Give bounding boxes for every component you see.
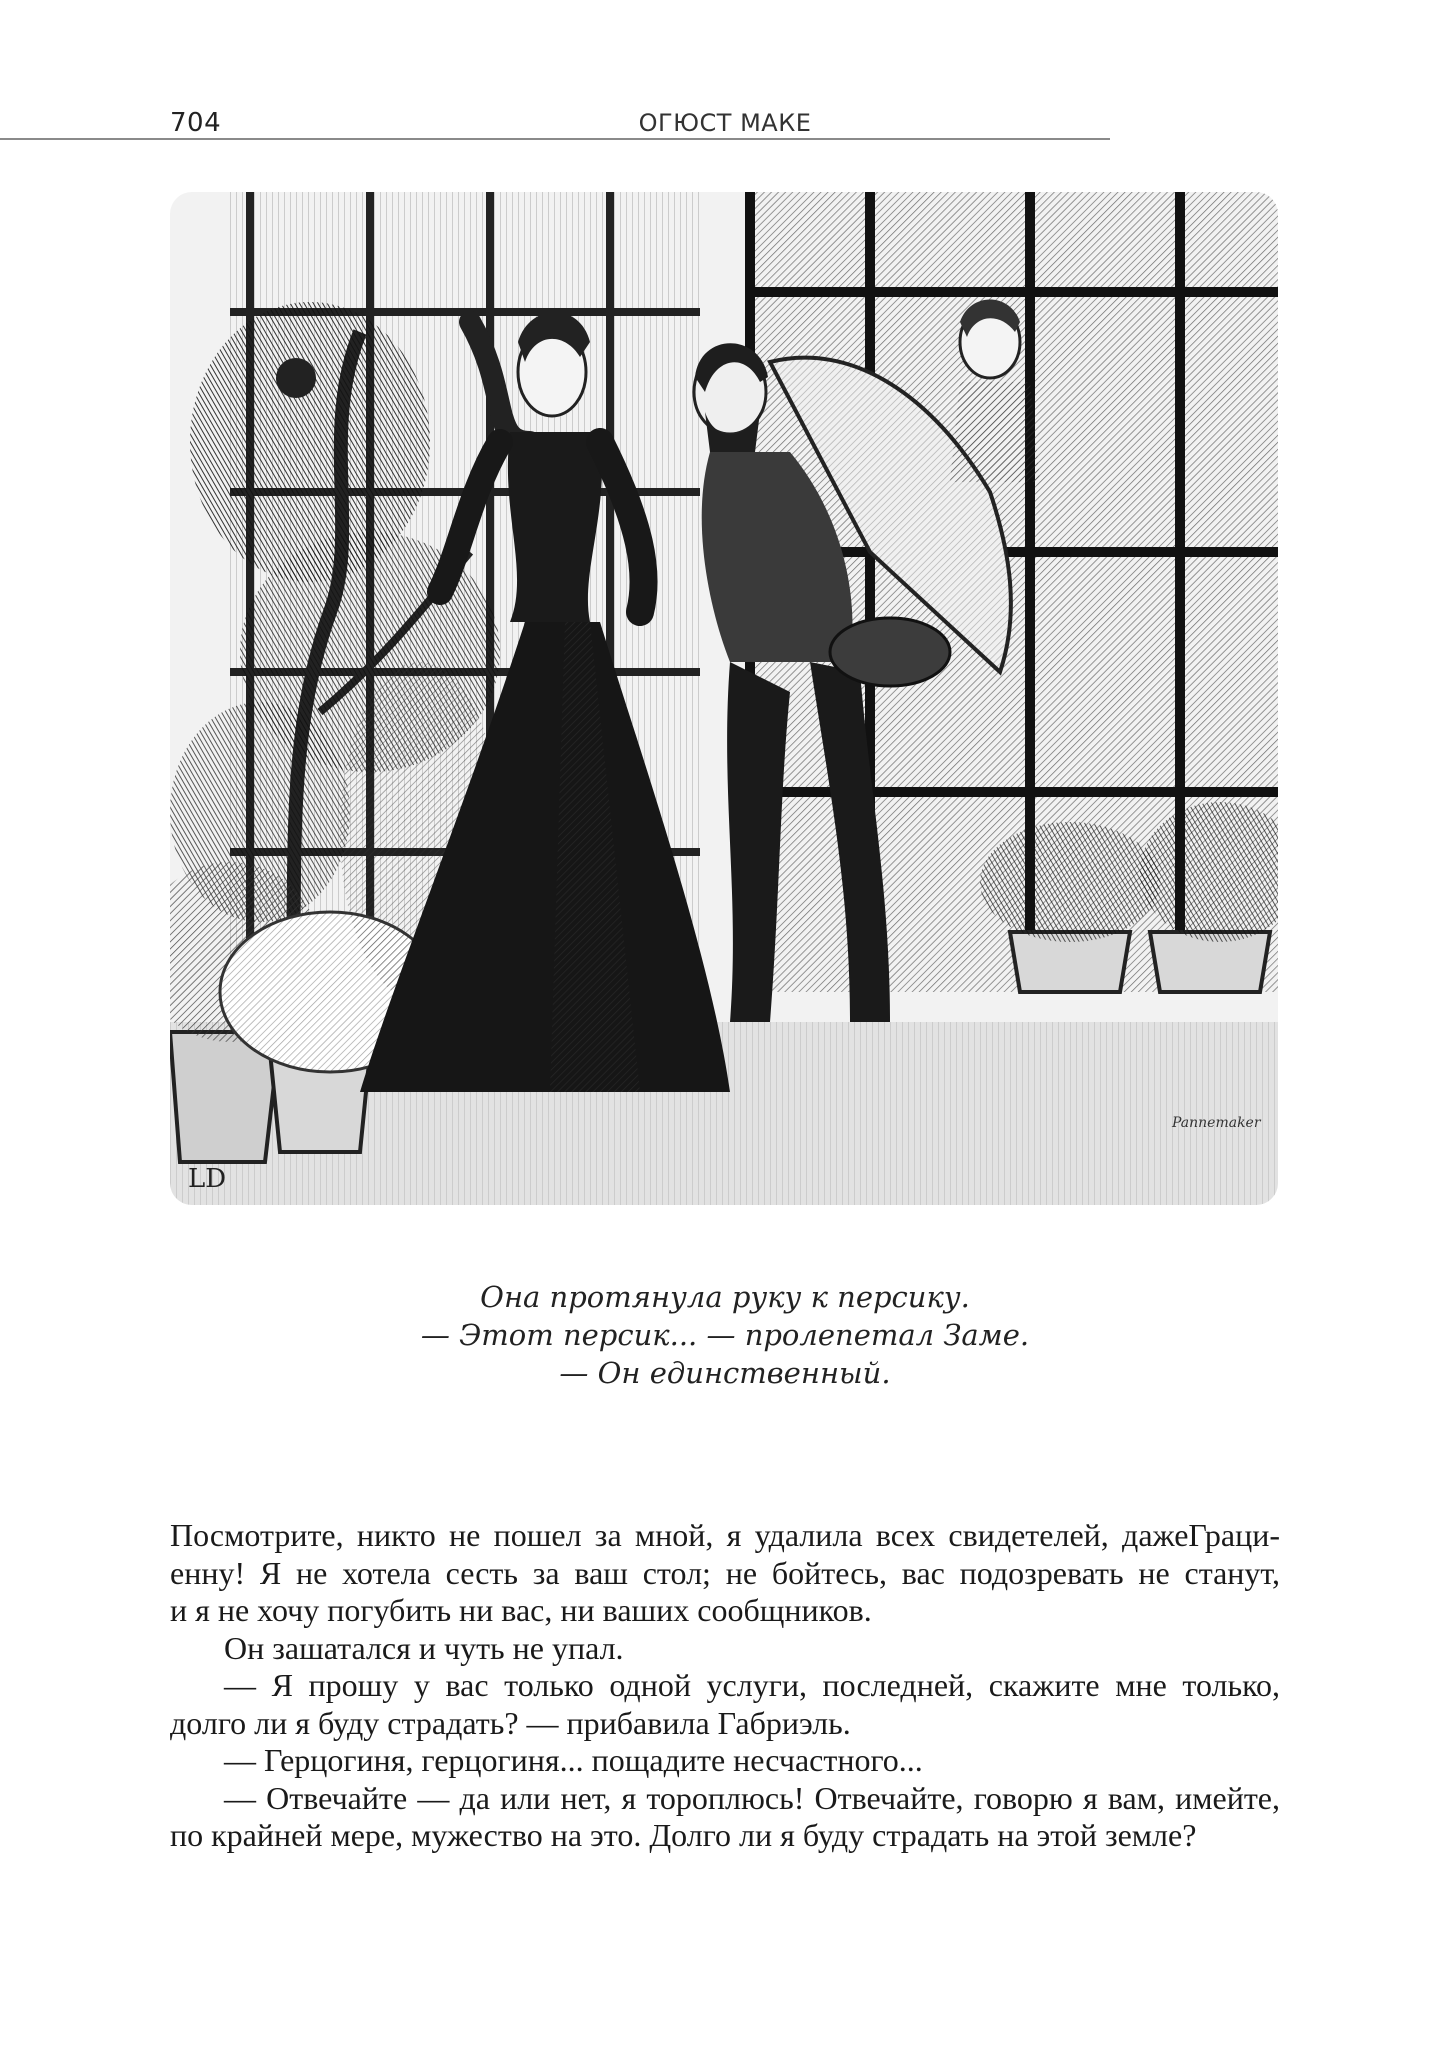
- caption-line: Она протянула руку к персику.: [480, 1280, 970, 1314]
- peach-fruit: [276, 358, 316, 398]
- text-line: енну! Я не хотела сесть за ваш стол; не бойтесь, вас подозревать не станут,: [170, 1554, 1280, 1591]
- engraver-signature: Pannemaker: [1172, 1115, 1261, 1131]
- text-line: Посмотрите, никто не пошел за мной, я удалила всех свидетелей, дажеГраци-: [170, 1517, 1280, 1553]
- illustration-caption: [170, 1278, 1280, 1392]
- caption-line: — Он единственный.: [559, 1356, 891, 1390]
- text-line: — Я прошу у вас только одной услуги, последней, скажите мне только,: [224, 1667, 1280, 1703]
- text-line: и я не хочу погубить ни вас, ни ваших сообщников.: [170, 1592, 872, 1628]
- engraving-svg: [170, 192, 1278, 1205]
- page-number: 704: [170, 108, 222, 138]
- text-line: Он зашатался и чуть не упал.: [224, 1629, 624, 1666]
- text-line: по крайней мере, мужество на это. Долго ли я буду страдать на этой земле?: [170, 1817, 1197, 1853]
- engraving-illustration: [170, 192, 1278, 1205]
- body-text: [170, 1517, 1280, 1855]
- text-line: долго ли я буду страдать? — прибавила Габриэль.: [170, 1704, 851, 1741]
- running-title: ОГЮСТ МАКЕ: [638, 109, 812, 137]
- caption-line: — Этот персик... — пролепетал Заме.: [420, 1318, 1030, 1352]
- text-line: — Герцогиня, герцогиня... пощадите несчастного...: [224, 1742, 923, 1778]
- monogram: LD: [188, 1164, 227, 1194]
- text-line: — Отвечайте — да или нет, я тороплюсь! Отвечайте, говорю я вам, имейте,: [224, 1779, 1280, 1816]
- header-rule: [0, 138, 1110, 140]
- hat: [830, 618, 950, 686]
